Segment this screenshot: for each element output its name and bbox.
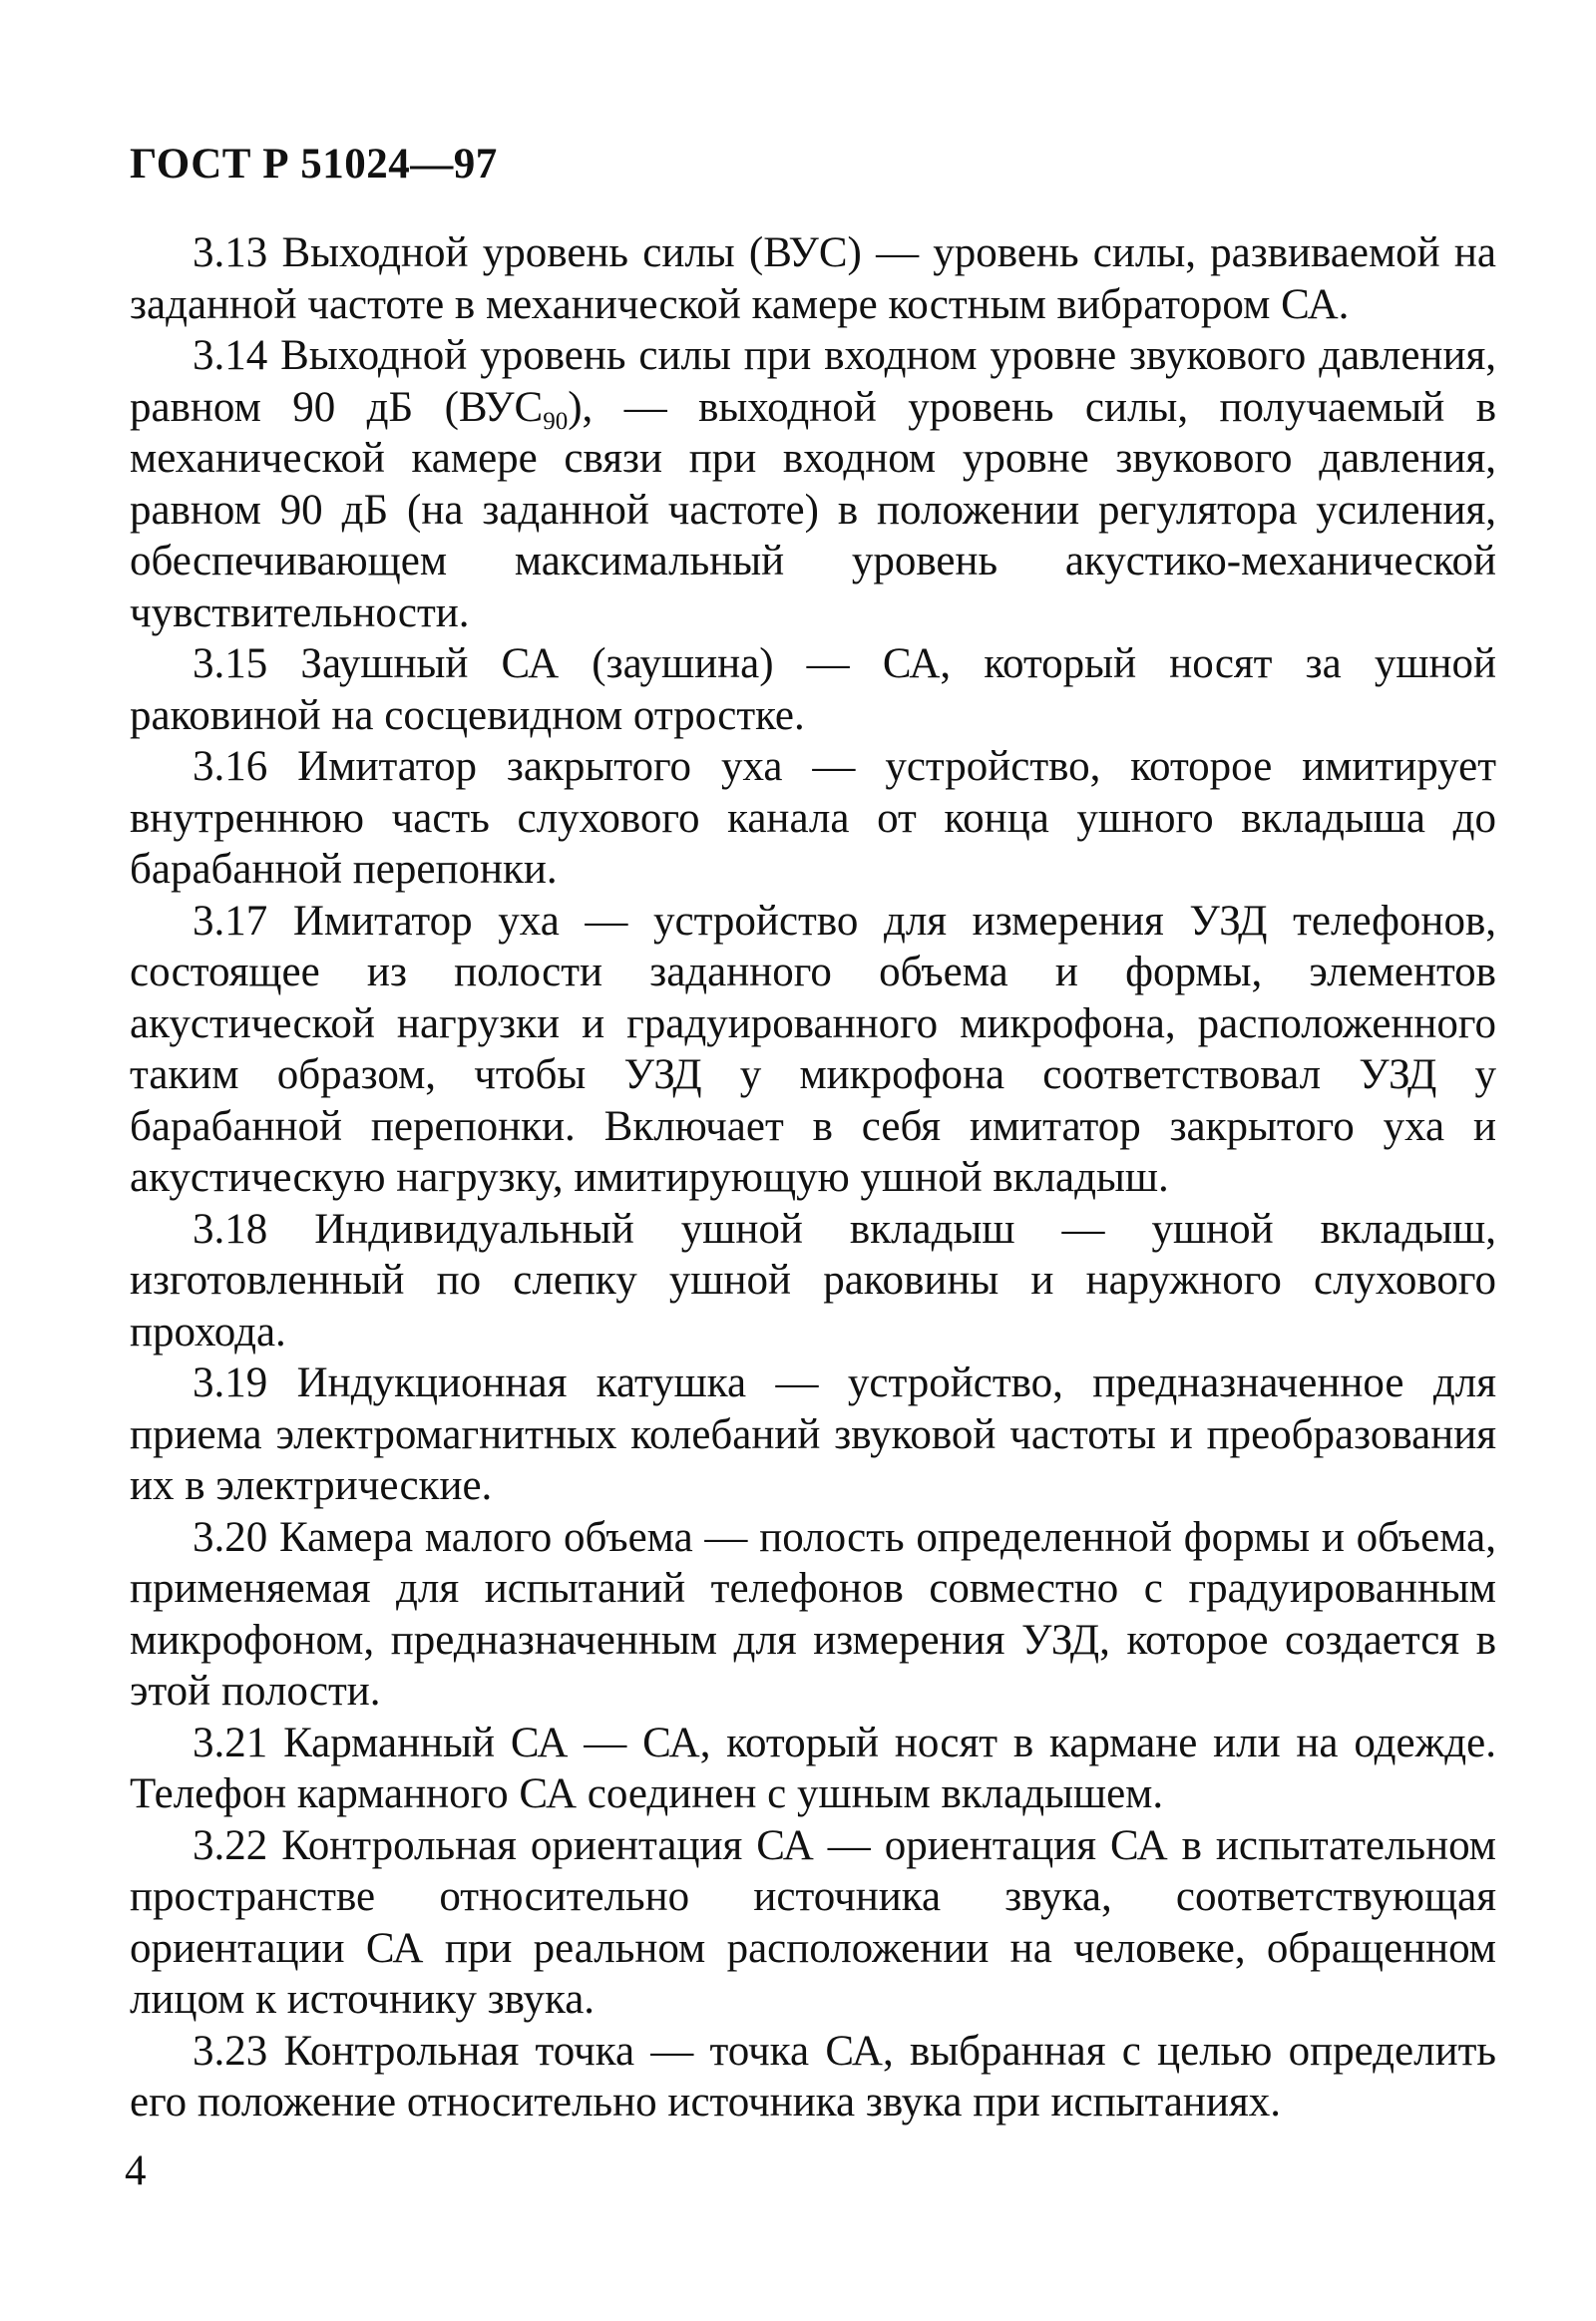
paragraph-3-20: 3.20 Камера малого объема — полость определенной формы и объема, применяемая для испытаний телефонов совместно с градуированным микрофоном, предназначенным для измерения УЗД, которое создается в этой полости.	[130, 1513, 1496, 1715]
paragraph-3-22: 3.22 Контрольная ориентация СА — ориентация СА в испытательном пространстве относительно источника звука, соответствующая ориентации СА при реальном расположении на человеке, обращенном лицом к источнику звука.	[130, 1821, 1496, 2023]
paragraph-3-13: 3.13 Выходной уровень силы (ВУС) — уровень силы, развиваемой на заданной частоте в механической камере костным вибратором СА.	[130, 229, 1496, 328]
document-body	[130, 227, 1496, 2128]
document-header: ГОСТ Р 51024—97	[130, 141, 498, 188]
paragraph-3-14-subscript: 90	[543, 407, 569, 435]
paragraph-3-21: 3.21 Карманный СА — СА, который носят в кармане или на одежде. Телефон карманного СА соединен с ушным вкладышем.	[130, 1719, 1496, 1817]
paragraph-3-14	[130, 330, 1496, 638]
paragraph-3-23: 3.23 Контрольная точка — точка СА, выбранная с целью определить его положение относительно источника звука при испытаниях.	[130, 2027, 1496, 2126]
paragraph-3-17: 3.17 Имитатор уха — устройство для измерения УЗД телефонов, состоящее из полости заданного объема и формы, элементов акустической нагрузки и градуированного микрофона, расположенного таким образом, чтобы УЗД у микрофона соответствовал УЗД у барабанной перепонки. Включает в себя имитатор закрытого уха и акустическую нагрузку, имитирующую ушной вкладыш.	[130, 897, 1496, 1201]
paragraph-3-19: 3.19 Индукционная катушка — устройство, предназначенное для приема электромагнитных колебаний звуковой частоты и преобразования их в электрические.	[130, 1359, 1496, 1509]
page-number: 4	[125, 2147, 147, 2194]
paragraph-3-14-text-after: ), — выходной уровень силы, получаемый в механической камере связи при входном уровне звукового давления, равном 90 дБ (на заданной частоте) в положении регулятора усиления, обеспечивающем максимальный уровень акустико-механической чувствительности.	[130, 383, 1496, 636]
paragraph-3-18: 3.18 Индивидуальный ушной вкладыш — ушной вкладыш, изготовленный по слепку ушной раковины и наружного слухового прохода.	[130, 1205, 1496, 1355]
paragraph-3-14-text-before: 3.14 Выходной уровень силы при входном уровне звукового давления, равном 90 дБ (ВУС	[130, 332, 1496, 431]
paragraph-3-15: 3.15 Заушный СА (заушина) — СА, который носят за ушной раковиной на сосцевидном отростке.	[130, 640, 1496, 739]
paragraph-3-16: 3.16 Имитатор закрытого уха — устройство, которое имитирует внутреннюю часть слухового канала от конца ушного вкладыша до барабанной перепонки.	[130, 743, 1496, 893]
